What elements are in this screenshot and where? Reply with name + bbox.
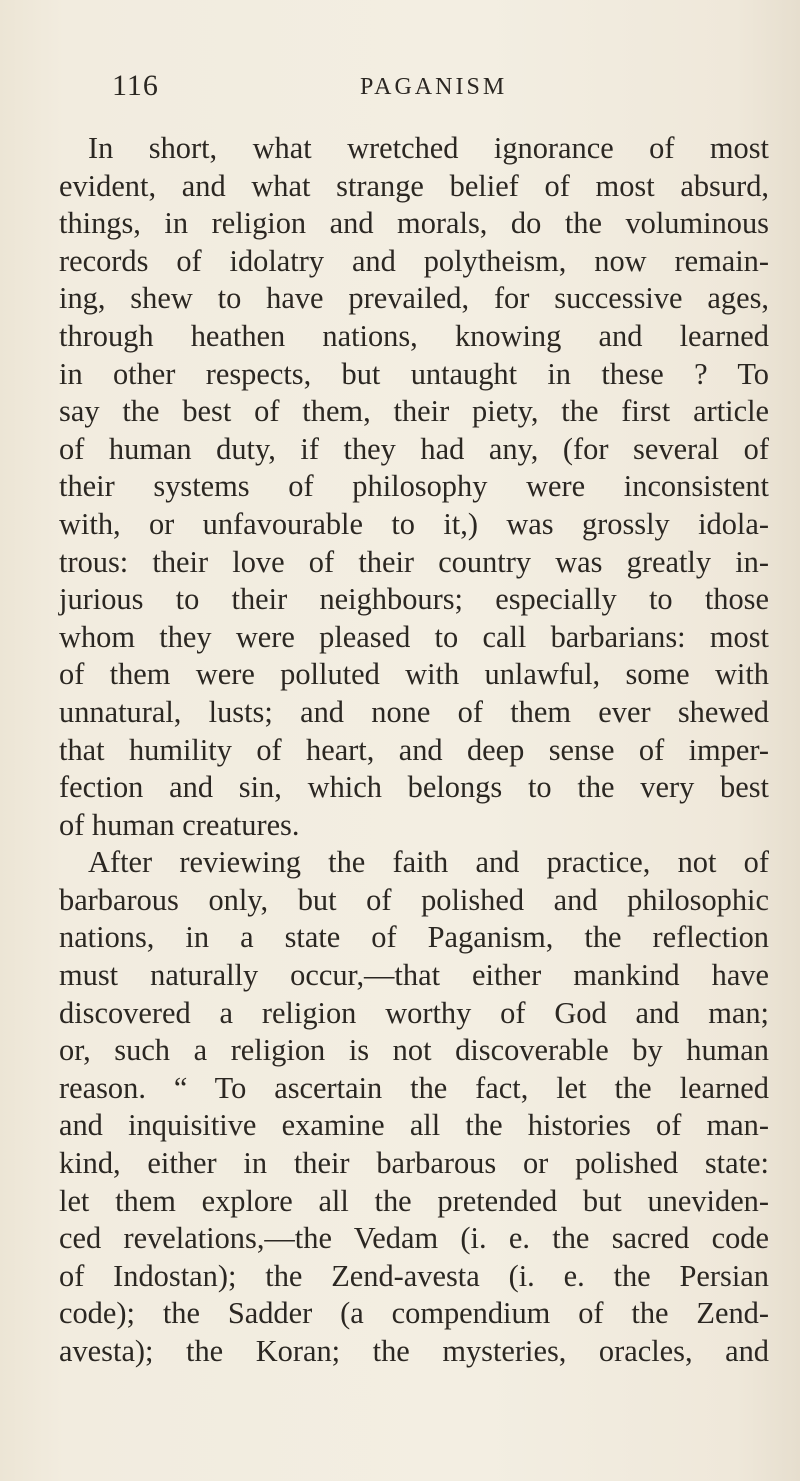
text-line: nations, in a state of Paganism, the reflection xyxy=(59,920,769,955)
text-line: of human duty, if they had any, (for several of xyxy=(59,431,769,466)
text-line: records of idolatry and polytheism, now remain- xyxy=(59,243,769,278)
text-line: in other respects, but untaught in these ? To xyxy=(59,356,769,391)
text-line: code); the Sadder (a compendium of the Zend- xyxy=(59,1296,769,1331)
page-header xyxy=(112,66,760,106)
text-line: let them explore all the pretended but uneviden- xyxy=(59,1183,769,1218)
text-line: or, such a religion is not discoverable by human xyxy=(59,1033,769,1068)
text-line: trous: their love of their country was greatly in- xyxy=(59,544,769,579)
text-line: After reviewing the faith and practice, not of xyxy=(88,845,769,880)
text-line: through heathen nations, knowing and learned xyxy=(59,318,769,353)
text-line: of human creatures. xyxy=(59,807,300,842)
text-line: say the best of them, their piety, the first article xyxy=(59,394,769,429)
text-line: kind, either in their barbarous or polished state: xyxy=(59,1146,769,1181)
text-line: must naturally occur,—that either mankind have xyxy=(59,958,769,993)
page-number: 116 xyxy=(112,69,159,102)
text-line: ced revelations,—the Vedam (i. e. the sacred code xyxy=(59,1221,769,1256)
text-line: reason. “ To ascertain the fact, let the learned xyxy=(59,1070,769,1105)
text-line: ing, shew to have prevailed, for successive ages, xyxy=(59,281,769,316)
text-line: of them were polluted with unlawful, some with xyxy=(59,657,769,692)
text-line: barbarous only, but of polished and philosophic xyxy=(59,882,769,917)
text-line: things, in religion and morals, do the voluminous xyxy=(59,206,769,241)
running-head: PAGANISM xyxy=(360,74,508,100)
text-line: and inquisitive examine all the histories of man- xyxy=(59,1108,769,1143)
text-line: discovered a religion worthy of God and man; xyxy=(59,995,769,1030)
text-line: of Indostan); the Zend-avesta (i. e. the Persian xyxy=(59,1258,769,1293)
text-line: jurious to their neighbours; especially to those xyxy=(59,582,769,617)
text-line: with, or unfavourable to it,) was grossly idola- xyxy=(59,506,769,541)
text-line: avesta); the Koran; the mysteries, oracles, and xyxy=(59,1334,769,1368)
text-line: fection and sin, which belongs to the very best xyxy=(59,770,769,805)
body-text xyxy=(59,130,769,1371)
text-line: unnatural, lusts; and none of them ever shewed xyxy=(59,694,769,729)
text-line: evident, and what strange belief of most absurd, xyxy=(59,168,769,203)
text-line: whom they were pleased to call barbarians: most xyxy=(59,619,769,654)
text-line: their systems of philosophy were inconsistent xyxy=(59,469,769,504)
text-line: In short, what wretched ignorance of most xyxy=(88,131,769,165)
text-line: that humility of heart, and deep sense of imper- xyxy=(59,732,769,767)
